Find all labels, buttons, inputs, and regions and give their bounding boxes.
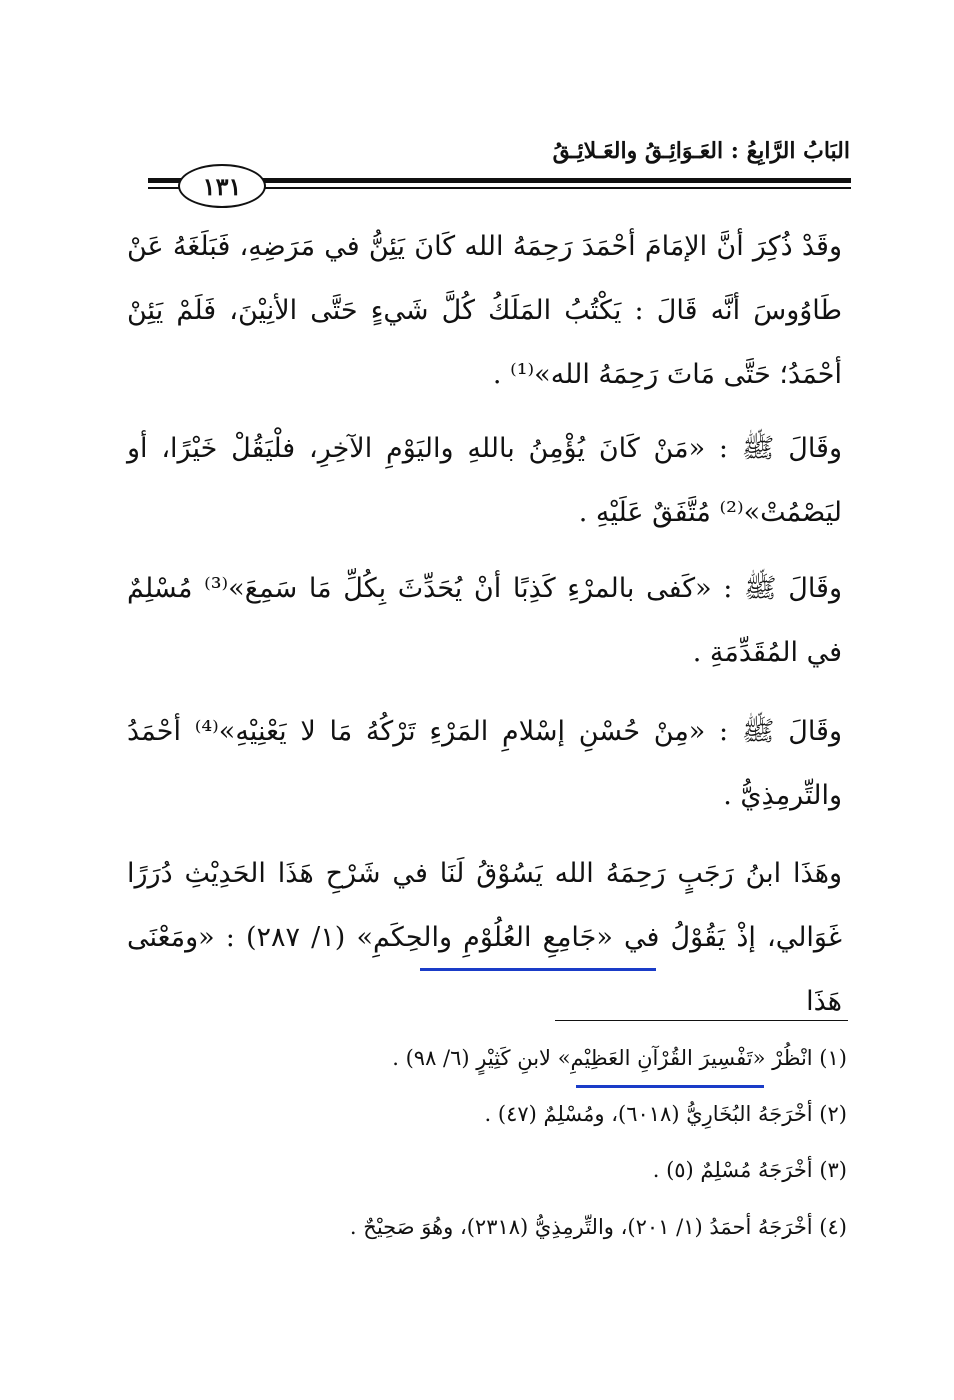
paragraph-4: وقَالَ ﷺ : «مِنْ حُسْنِ إسْلامِ المَرْءِ تَرْكُهُ مَا لا يَعْنِيْهِ»⁽⁴⁾ أحْمَدُ والتِّرمِذِيُّ .: [127, 716, 842, 811]
paragraph-2: وقَالَ ﷺ : «مَنْ كَانَ يُؤْمِنُ باللهِ واليَوْمِ الآخِرِ، فلْيَقُلْ خَيْرًا، أو ليَصْمُتْ»⁽²⁾ مُتَّفَقٌ عَلَيْهِ .: [127, 433, 842, 528]
paragraph-5: وهَذَا ابنُ رَجَبٍ رَحِمَهُ الله يَسُوْقُ لَنَا في شَرْحِ هَذَا الحَدِيْثِ دُرَرًا غَوَالي، إذْ يَقُوْلُ في «جَامِعِ العُلُوْمِ والحِكَمِ» (١/ ٢٨٧) : «ومَعْنَى هَذَا: [127, 858, 842, 1017]
footnote-4: (٤) أخْرَجَهُ أحمَدُ (١/ ٢٠١)، والتِّرمِذِيُّ (٢٣١٨)، وهُوَ صَحِيْحٌ .: [349, 1215, 847, 1239]
book-title-underline: [420, 968, 656, 971]
footnote-3: (٣) أخْرَجَهُ مُسْلِمٌ (٥) .: [652, 1158, 847, 1182]
running-header-title: البَابُ الرَّابِعُ : العَـوَائِـقُ والعَـلائِـقُ: [552, 138, 850, 164]
paragraph-1: وقَدْ ذُكِرَ أنَّ الإمَامَ أحْمَدَ رَحِمَهُ الله كَانَ يَئِنُّ في مَرَضِهِ، فَبَلَغَهُ عَنْ طَاوُوسَ أنَّه قَالَ : يَكْتُبُ المَلَكُ كُلَّ شَيءٍ حَتَّى الأنِيْنَ، فَلَمْ يَئِنْ أحْمَدُ؛ حَتَّى مَاتَ رَحِمَهُ الله»⁽¹⁾ .: [127, 231, 842, 390]
page-number: ١٣١: [178, 164, 266, 208]
footnote-title-underline: [576, 1085, 764, 1088]
footnote-1: (١) انْظُرْ «تَفْسِيرَ القُرْآنِ العَظِيْمِ» لابنِ كَثِيْرٍ (٦/ ٩٨) .: [392, 1046, 847, 1070]
footnote-2: (٢) أخْرَجَهُ البُخَارِيُّ (٦٠١٨)، ومُسْلِمٌ (٤٧) .: [484, 1102, 847, 1126]
footnote-separator: [555, 1020, 848, 1021]
paragraph-3: وقَالَ ﷺ : «كَفى بالمرْءِ كَذِبًا أنْ يُحَدِّثَ بِكُلِّ مَا سَمِعَ»⁽³⁾ مُسْلِمٌ في المُقَدِّمَةِ .: [127, 573, 842, 668]
